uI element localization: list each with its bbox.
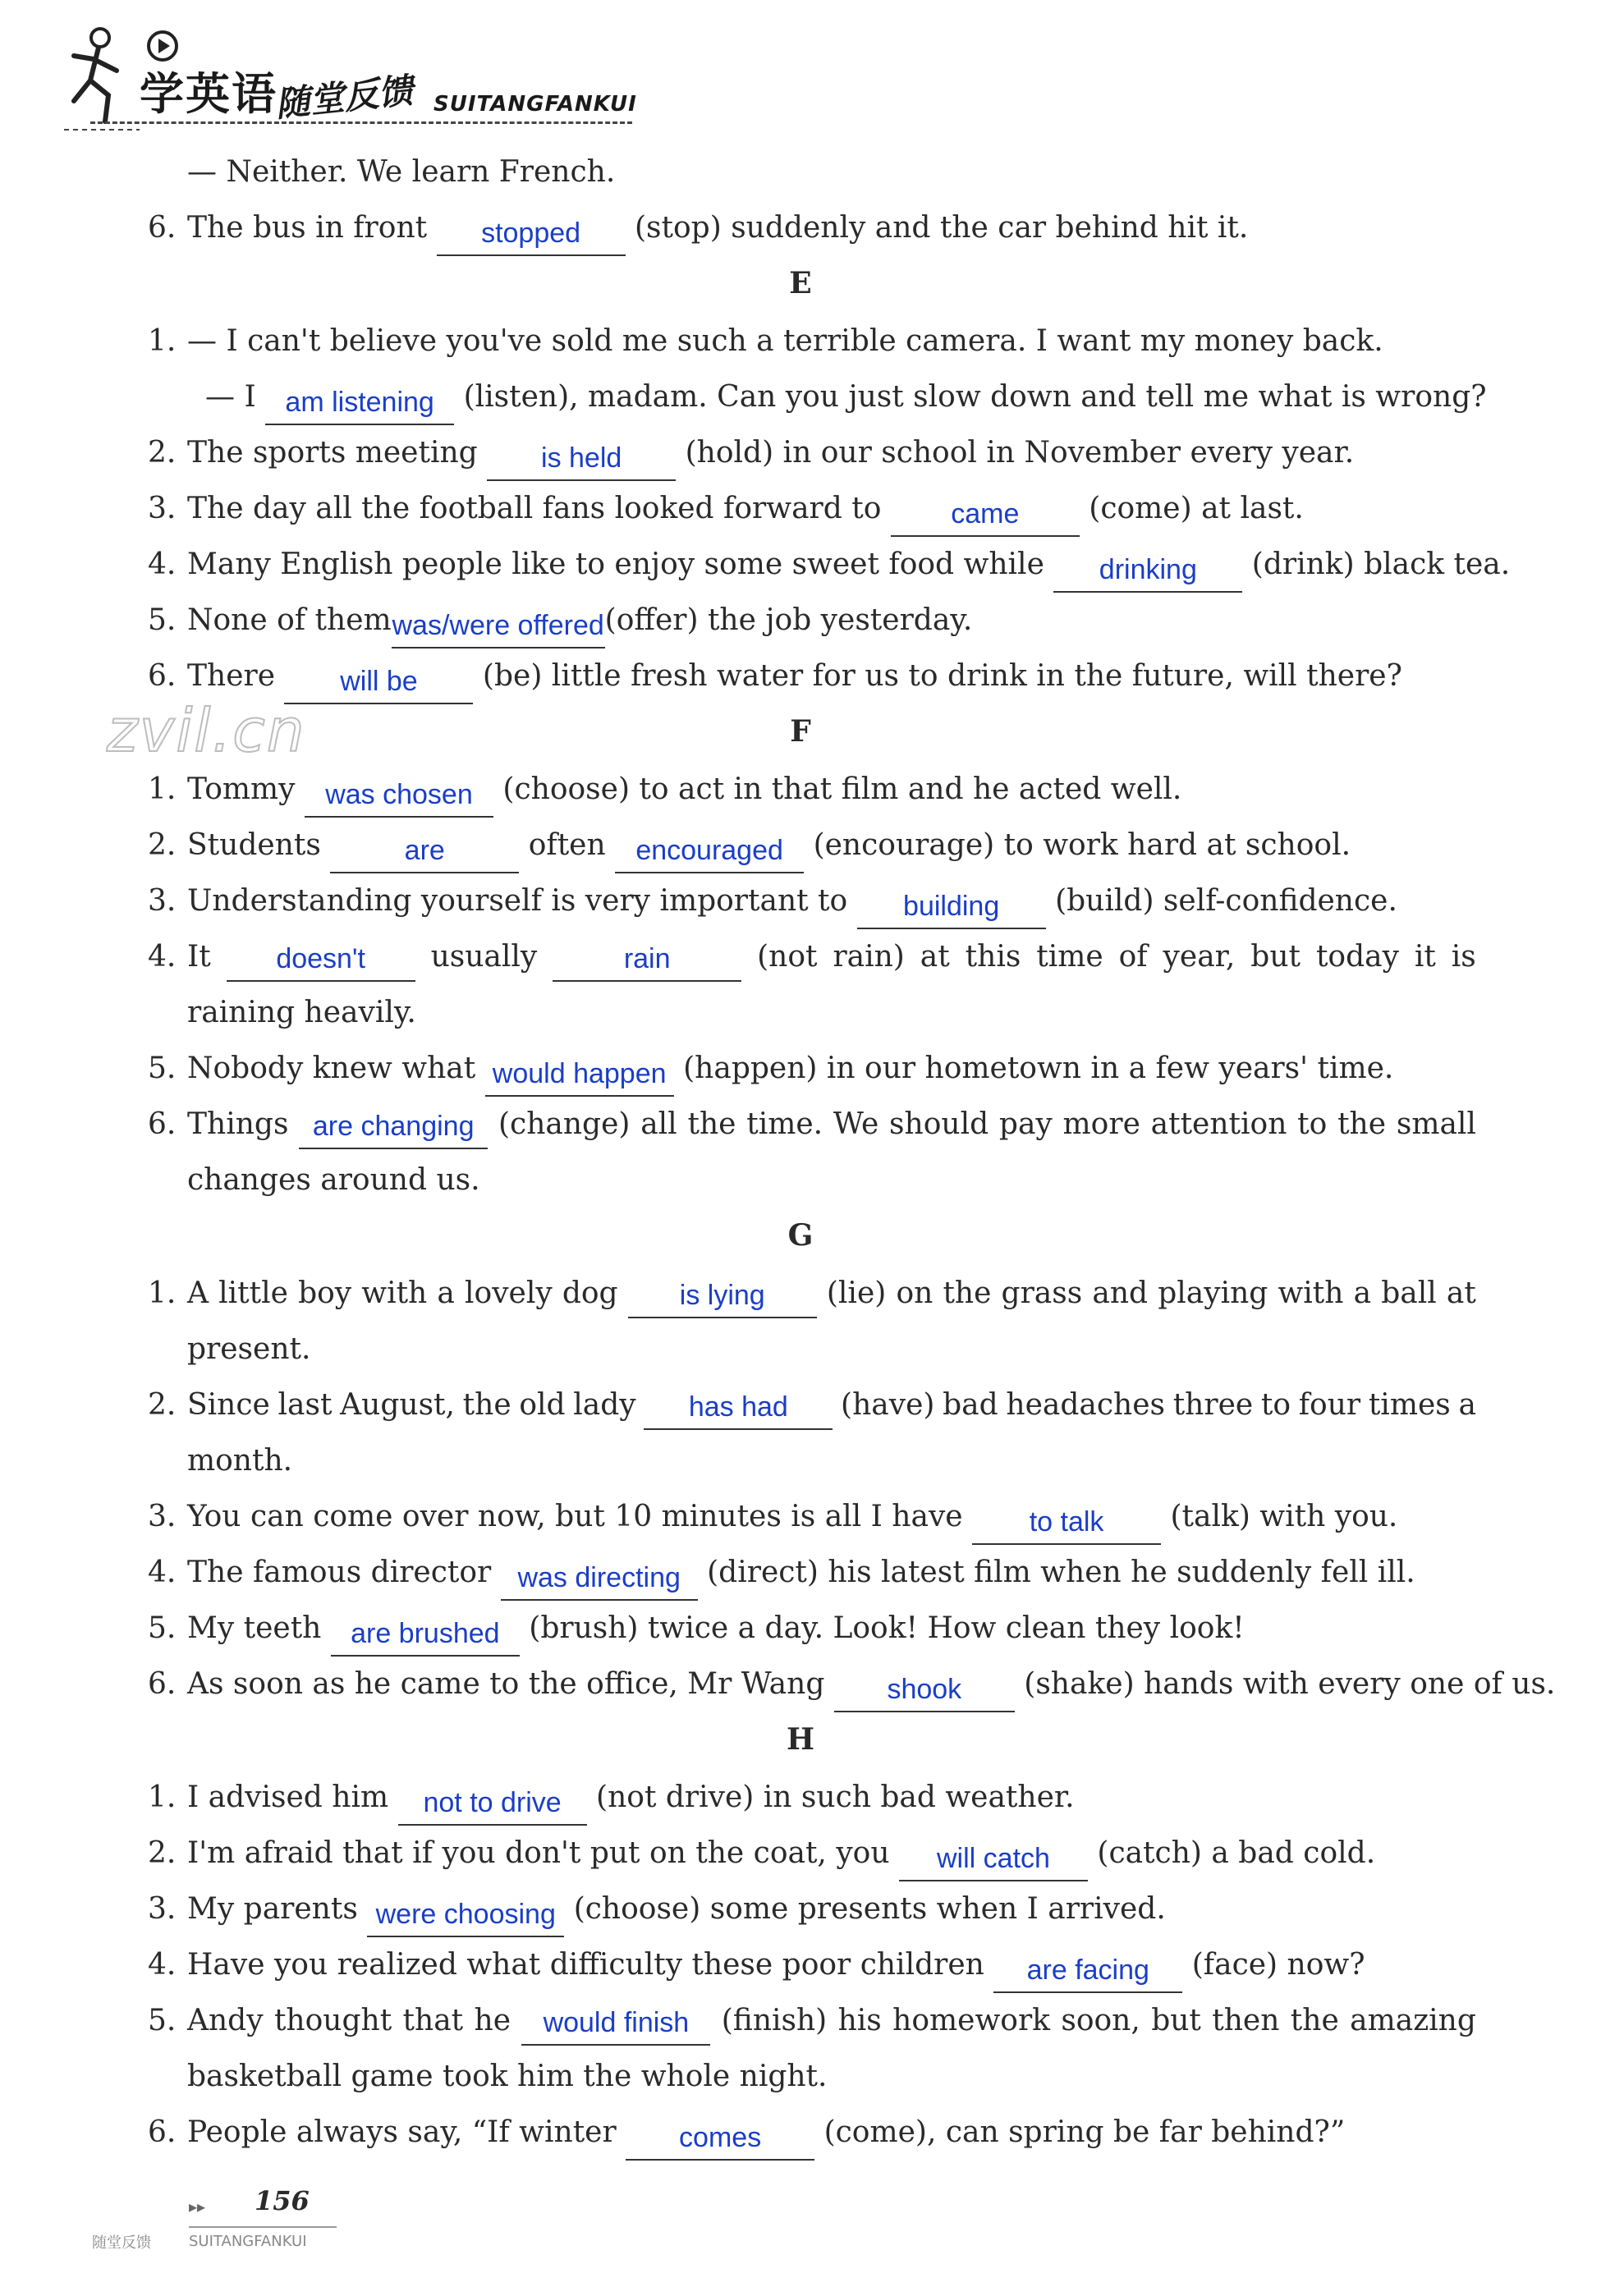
question-text: People always say, “If winter: [187, 2115, 617, 2149]
question-text: (shake) hands with every one of us.: [1024, 1667, 1556, 1701]
word: with: [1278, 1276, 1344, 1310]
answer-blank[interactable]: am listening: [265, 386, 454, 425]
question-number: 2.: [148, 1836, 177, 1870]
word: to: [1297, 1107, 1328, 1141]
word: Since: [187, 1388, 270, 1422]
word: Andy: [187, 2004, 264, 2037]
question-text: (not drive) in such bad weather.: [596, 1780, 1075, 1814]
word: a: [1458, 1388, 1476, 1422]
answer-blank[interactable]: are: [330, 834, 519, 873]
word: all: [640, 1107, 677, 1141]
word: a: [437, 1276, 455, 1310]
question-number: 5.: [148, 1611, 177, 1645]
question-text: My teeth: [187, 1611, 322, 1645]
word: and: [1092, 1276, 1149, 1310]
word: but: [1250, 940, 1301, 974]
question-text: usually: [430, 940, 538, 974]
question-text: I'm afraid that if you don't put on the coat, you: [187, 1836, 890, 1870]
answer-blank[interactable]: was directing: [501, 1561, 698, 1601]
question-number: 5.: [148, 603, 177, 637]
word: at: [920, 940, 950, 974]
question-text: (come), can spring be far behind?”: [823, 2115, 1346, 2149]
word: today: [1315, 940, 1399, 974]
answer-blank[interactable]: would happen: [485, 1057, 674, 1097]
footer-brand-cn: 随堂反馈: [92, 2234, 151, 2252]
question-text: basketball game took him the whole night.: [187, 2060, 828, 2093]
question-number: 2.: [148, 1388, 177, 1422]
question-text: (stop) suddenly and the car behind hit it.: [635, 211, 1249, 245]
word: dog: [562, 1276, 618, 1310]
word: thought: [273, 2004, 392, 2037]
word: more: [1062, 1107, 1140, 1141]
word: on: [896, 1276, 934, 1310]
logo-title: 学英语: [140, 68, 278, 120]
dialogue-text: — Neither. We learn French.: [187, 155, 616, 189]
arrow-icon: ▸▸: [189, 2197, 206, 2216]
word: (lie): [826, 1276, 887, 1310]
word: August,: [340, 1388, 455, 1422]
word: should: [889, 1107, 989, 1141]
question-text: (drink) black tea.: [1251, 548, 1511, 581]
question-number: 2.: [148, 828, 177, 862]
word: grass: [1001, 1276, 1083, 1310]
question-text: Understanding yourself is very important to: [187, 884, 848, 918]
answer-blank[interactable]: will be: [284, 665, 473, 704]
answer-blank[interactable]: is lying: [628, 1279, 817, 1318]
page-header: [57, 23, 637, 146]
question-text: (catch) a bad cold.: [1097, 1836, 1376, 1870]
runner-logo-icon: [57, 23, 148, 146]
word: lovely: [465, 1276, 553, 1310]
question-text: My parents: [187, 1892, 358, 1926]
word: his: [837, 2004, 882, 2037]
question-text: raining heavily.: [187, 996, 416, 1029]
question-text: The famous director: [187, 1556, 492, 1589]
question-number: 6.: [148, 1107, 177, 1141]
answer-blank[interactable]: has had: [644, 1391, 833, 1430]
question-text: Many English people like to enjoy some sweet food while: [187, 548, 1044, 581]
question-text: month.: [187, 1444, 293, 1478]
word: bad: [943, 1388, 998, 1422]
question-text: (choose) to act in that film and he acted well.: [502, 772, 1182, 806]
question-number: 6.: [148, 211, 177, 245]
word: at: [1446, 1276, 1476, 1310]
word: headaches: [1006, 1388, 1165, 1422]
word: ball: [1381, 1276, 1437, 1310]
word: but: [1151, 2004, 1201, 2037]
word: amazing: [1350, 2004, 1476, 2037]
answer-blank[interactable]: building: [857, 890, 1046, 929]
word: last: [278, 1388, 333, 1422]
word: homework: [892, 2004, 1050, 2037]
word: to: [1260, 1388, 1291, 1422]
question-text: There: [187, 659, 276, 693]
word: three: [1172, 1388, 1254, 1422]
question-number: 4.: [148, 548, 177, 581]
question-text: (choose) some presents when I arrived.: [573, 1892, 1166, 1926]
question-number: 1.: [148, 324, 177, 358]
answer-blank[interactable]: not to drive: [398, 1786, 587, 1826]
question-text: (offer) the job yesterday.: [604, 603, 973, 637]
word: (have): [841, 1388, 935, 1422]
word: A: [187, 1276, 209, 1310]
answer-blank[interactable]: drinking: [1053, 553, 1242, 593]
answer-blank[interactable]: doesn't: [227, 942, 415, 982]
word: four: [1298, 1388, 1361, 1422]
question-text: (listen), madam. Can you just slow down and tell me what is wrong?: [463, 380, 1487, 414]
footer-brand-en: SUITANGFANKUI: [189, 2233, 307, 2250]
question-number: 6.: [148, 659, 177, 693]
section-heading: G: [787, 1218, 814, 1253]
word: the: [1337, 1107, 1387, 1141]
word: old: [519, 1388, 566, 1422]
section-heading: E: [789, 266, 812, 300]
question-text: (encourage) to work hard at school.: [813, 828, 1351, 862]
word: little: [218, 1276, 288, 1310]
word: (change): [498, 1107, 631, 1141]
word: with: [361, 1276, 428, 1310]
question-text: Tommy: [187, 772, 296, 806]
question-text: — I can't believe you've sold me such a terrible camera. I want my money back.: [187, 324, 1383, 358]
word: the: [1290, 2004, 1339, 2037]
answer-blank[interactable]: to talk: [972, 1505, 1161, 1545]
question-text: Things: [187, 1107, 289, 1141]
word: year,: [1163, 940, 1236, 974]
word: the: [943, 1276, 992, 1310]
question-text: (build) self-confidence.: [1055, 884, 1397, 918]
question-number: 5.: [148, 1052, 177, 1085]
answer-blank[interactable]: are facing: [993, 1954, 1182, 1993]
question-text: None of them: [187, 603, 392, 637]
question-number: 6.: [148, 1667, 177, 1701]
word: times: [1368, 1388, 1451, 1422]
question-text: (happen) in our hometown in a few years' time.: [683, 1052, 1394, 1085]
word: time.: [746, 1107, 823, 1141]
answer-blank[interactable]: are changing: [299, 1110, 488, 1149]
question-text: Nobody knew what: [187, 1052, 476, 1085]
watermark: zvil.cn: [107, 696, 306, 765]
word: this: [965, 940, 1021, 974]
word: he: [474, 2004, 511, 2037]
footer-divider: [189, 2226, 337, 2228]
question-text: I advised him: [187, 1780, 389, 1814]
question-text: You can come over now, but 10 minutes is all I have: [187, 1500, 963, 1533]
question-text: (brush) twice a day. Look! How clean they look!: [529, 1611, 1245, 1645]
word: (not: [757, 940, 818, 974]
word: lady: [573, 1388, 636, 1422]
question-text: The sports meeting: [187, 436, 478, 470]
question-text: (talk) with you.: [1170, 1500, 1398, 1533]
question-number: 5.: [148, 2004, 177, 2037]
answer-blank[interactable]: rain: [553, 942, 741, 982]
word: of: [1118, 940, 1148, 974]
answer-blank[interactable]: are brushed: [331, 1617, 520, 1657]
answer-blank[interactable]: shook: [834, 1673, 1015, 1712]
word: boy: [298, 1276, 352, 1310]
question-text: (face) now?: [1191, 1948, 1365, 1982]
word: soon,: [1061, 2004, 1140, 2037]
play-icon: [146, 30, 179, 62]
logo-english: SUITANGFANKUI: [434, 92, 637, 117]
question-text: Have you realized what difficulty these poor children: [187, 1948, 984, 1982]
answer-blank[interactable]: is held: [487, 442, 676, 481]
word: the: [462, 1388, 511, 1422]
question-text: present.: [187, 1332, 311, 1366]
word: rain): [833, 940, 905, 974]
header-divider: [90, 121, 632, 124]
word: time: [1036, 940, 1103, 974]
question-text: changes around us.: [187, 1163, 480, 1197]
question-text: As soon as he came to the office, Mr Wang: [187, 1667, 825, 1701]
section-heading: H: [786, 1722, 814, 1757]
question-text: (be) little fresh water for us to drink in the future, will there?: [482, 659, 1402, 693]
question-number: 1.: [148, 772, 177, 806]
question-number: 3.: [148, 1892, 177, 1926]
word: (finish): [721, 2004, 828, 2037]
question-number: 1.: [148, 1780, 177, 1814]
question-number: 4.: [148, 1556, 177, 1589]
question-text: It: [187, 940, 211, 974]
answer-blank[interactable]: will catch: [899, 1842, 1088, 1881]
question-number: 4.: [148, 1948, 177, 1982]
word: that: [402, 2004, 464, 2037]
word: a: [1353, 1276, 1372, 1310]
page-number: 156: [255, 2185, 310, 2216]
logo-subtitle: 随堂反馈: [273, 70, 415, 125]
answer-blank[interactable]: encouraged: [615, 834, 804, 873]
word: the: [687, 1107, 736, 1141]
word: playing: [1158, 1276, 1268, 1310]
question-text: (come) at last.: [1089, 492, 1304, 525]
question-text: The day all the football fans looked forward to: [187, 492, 882, 525]
answer-blank[interactable]: stopped: [437, 217, 626, 256]
question-text: — I: [205, 380, 256, 414]
question-number: 3.: [148, 1500, 177, 1533]
answer-blank[interactable]: were choosing: [367, 1898, 564, 1937]
word: small: [1396, 1107, 1476, 1141]
text-line: [187, 153, 615, 192]
question-number: 3.: [148, 492, 177, 525]
question-text: often: [528, 828, 606, 862]
section-heading: F: [790, 714, 811, 749]
question-text: Students: [187, 828, 321, 862]
question-number: 2.: [148, 436, 177, 470]
answer-blank[interactable]: was/were offered: [392, 609, 605, 648]
question-number: 3.: [148, 884, 177, 918]
word: We: [833, 1107, 879, 1141]
question-number: 4.: [148, 940, 177, 974]
word: then: [1212, 2004, 1280, 2037]
question-number: 6.: [148, 2115, 177, 2149]
answer-blank[interactable]: comes: [626, 2121, 814, 2161]
answer-blank[interactable]: came: [891, 497, 1080, 537]
question-number: 1.: [148, 1276, 177, 1310]
question-text: (hold) in our school in November every year.: [685, 436, 1355, 470]
word: attention: [1150, 1107, 1287, 1141]
answer-blank[interactable]: was chosen: [305, 778, 493, 818]
question-text: The bus in front: [187, 211, 428, 245]
word: it: [1414, 940, 1436, 974]
answer-blank[interactable]: would finish: [521, 2006, 710, 2046]
word: is: [1451, 940, 1476, 974]
word: pay: [998, 1107, 1053, 1141]
question-text: (direct) his latest film when he suddenly fell ill.: [707, 1556, 1415, 1589]
